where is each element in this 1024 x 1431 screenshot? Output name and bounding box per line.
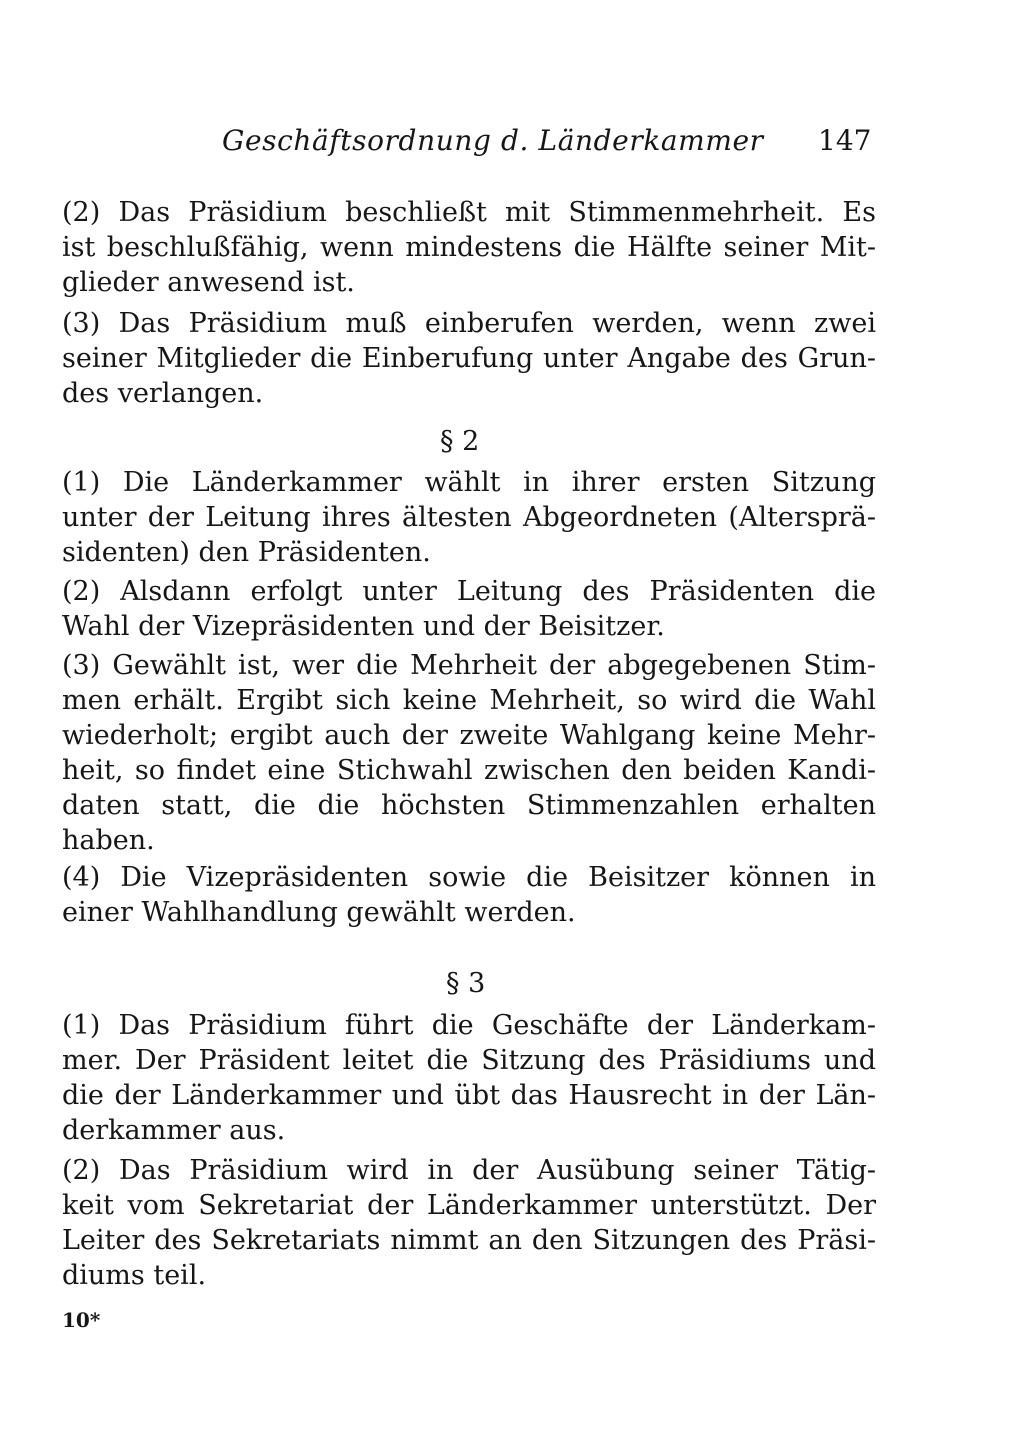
text-line: (1) Das Präsidium führt die Geschäfte der Länderkam- — [62, 1010, 876, 1041]
text-line: (1) Die Länderkammer wählt in ihrer ersten Sitzung — [62, 467, 876, 498]
text-line: seiner Mitglieder die Einberufung unter Angabe des Grun- — [62, 343, 876, 374]
page-number: 147 — [818, 124, 872, 157]
text-line: glieder anwesend ist. — [62, 267, 355, 298]
signature-mark: 10* — [62, 1308, 101, 1332]
text-line: men erhält. Ergibt sich keine Mehrheit, so wird die Wahl — [62, 685, 876, 716]
text-line: mer. Der Präsident leitet die Sitzung des Präsidiums und — [62, 1045, 876, 1076]
text-line: Wahl der Vizepräsidenten und der Beisitzer. — [62, 611, 665, 642]
text-line: derkammer aus. — [62, 1115, 286, 1146]
text-line: keit vom Sekretariat der Länderkammer unterstützt. Der — [62, 1190, 876, 1221]
text-line: unter der Leitung ihres ältesten Abgeordneten (Altersprä- — [62, 502, 876, 533]
text-line: daten statt, die die höchsten Stimmenzahlen erhalten — [62, 790, 876, 821]
text-line: Leiter des Sekretariats nimmt an den Sitzungen des Präsi- — [62, 1225, 876, 1256]
text-line: (4) Die Vizepräsidenten sowie die Beisitzer können in — [62, 862, 876, 893]
text-line: diums teil. — [62, 1260, 207, 1291]
text-line: haben. — [62, 825, 155, 856]
text-line: sidenten) den Präsidenten. — [62, 537, 431, 568]
text-line: die der Länderkammer und übt das Hausrecht in der Län- — [62, 1080, 876, 1111]
text-line: heit, so findet eine Stichwahl zwischen den beiden Kandi- — [62, 755, 876, 786]
text-line: einer Wahlhandlung gewählt werden. — [62, 897, 576, 928]
text-line: (2) Das Präsidium beschließt mit Stimmenmehrheit. Es — [62, 197, 876, 228]
text-line: (3) Das Präsidium muß einberufen werden, wenn zwei — [62, 308, 876, 339]
text-line: wiederholt; ergibt auch der zweite Wahlgang keine Mehr- — [62, 720, 876, 751]
text-line: des verlangen. — [62, 378, 264, 409]
text-line: (3) Gewählt ist, wer die Mehrheit der abgegebenen Stim- — [62, 650, 876, 681]
text-line: ist beschlußfähig, wenn mindestens die Hälfte seiner Mit- — [62, 232, 876, 263]
text-line: (2) Alsdann erfolgt unter Leitung des Präsidenten die — [62, 576, 876, 607]
section-heading-2: § 2 — [440, 426, 480, 457]
running-title: Geschäftsordnung d. Länderkammer — [222, 124, 764, 157]
section-heading-3: § 3 — [446, 968, 486, 999]
text-line: (2) Das Präsidium wird in der Ausübung seiner Tätig- — [62, 1155, 876, 1186]
